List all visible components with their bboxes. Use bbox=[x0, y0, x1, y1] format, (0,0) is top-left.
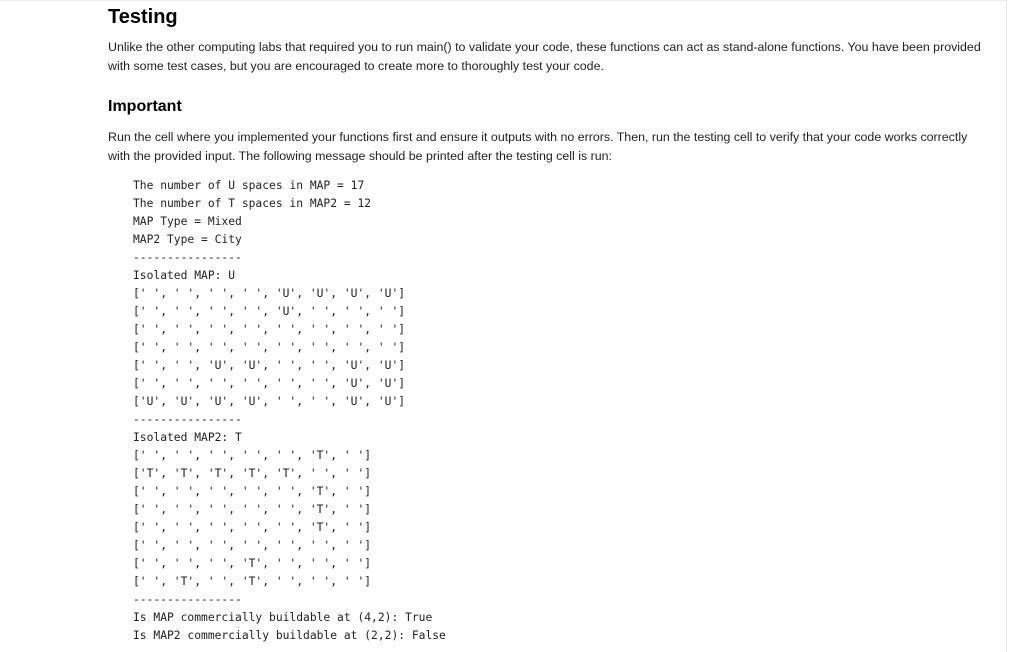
output-line: [' ', ' ', ' ', ' ', 'U', ' ', ' ', ' '] bbox=[133, 305, 406, 318]
top-border bbox=[0, 0, 1007, 1]
output-line: [' ', ' ', ' ', ' ', ' ', ' ', 'U', 'U'] bbox=[133, 377, 406, 390]
output-line: ---------------- bbox=[133, 413, 242, 426]
output-line: [' ', ' ', ' ', ' ', ' ', ' ', ' ', ' '] bbox=[133, 341, 406, 354]
output-line: [' ', ' ', ' ', ' ', ' ', 'T', ' '] bbox=[133, 521, 372, 534]
output-line: The number of T spaces in MAP2 = 12 bbox=[133, 197, 372, 210]
output-line: [' ', ' ', 'U', 'U', ' ', ' ', 'U', 'U'] bbox=[133, 359, 406, 372]
output-line: ['U', 'U', 'U', 'U', ' ', ' ', 'U', 'U'] bbox=[133, 395, 406, 408]
output-line: [' ', ' ', ' ', ' ', ' ', ' ', ' '] bbox=[133, 539, 372, 552]
important-heading: Important bbox=[108, 98, 182, 115]
output-line: MAP2 Type = City bbox=[133, 233, 242, 246]
intro-paragraph: Unlike the other computing labs that required you to run main() to validate your code, these functions can act as stand-alone functions. You have been provided with some test cases, but you are encouraged to create more to thoroughly test your code. bbox=[108, 40, 981, 73]
output-line: Is MAP commercially buildable at (4,2): True bbox=[133, 611, 433, 624]
important-paragraph: Run the cell where you implemented your functions first and ensure it outputs with no errors. Then, run the testing cell to verify that your code works correctly with the provided input. The following message should be printed after the testing cell is run: bbox=[108, 130, 968, 163]
output-line: ---------------- bbox=[133, 251, 242, 264]
output-line: Isolated MAP2: T bbox=[133, 431, 242, 444]
section-heading: Testing bbox=[108, 6, 178, 28]
output-line: [' ', ' ', ' ', ' ', ' ', 'T', ' '] bbox=[133, 449, 372, 462]
output-line: [' ', 'T', ' ', 'T', ' ', ' ', ' '] bbox=[133, 575, 372, 588]
output-line: ---------------- bbox=[133, 593, 242, 606]
expected-output-block bbox=[133, 177, 446, 645]
output-line: MAP Type = Mixed bbox=[133, 215, 242, 228]
scrollbar-track[interactable] bbox=[1006, 0, 1024, 652]
output-line: ['T', 'T', 'T', 'T', 'T', ' ', ' '] bbox=[133, 467, 372, 480]
output-line: Is MAP2 commercially buildable at (2,2): False bbox=[133, 629, 446, 642]
output-line: [' ', ' ', ' ', ' ', 'U', 'U', 'U', 'U'] bbox=[133, 287, 406, 300]
output-line: [' ', ' ', ' ', ' ', ' ', ' ', ' ', ' '] bbox=[133, 323, 406, 336]
output-line: [' ', ' ', ' ', ' ', ' ', 'T', ' '] bbox=[133, 485, 372, 498]
output-line: [' ', ' ', ' ', ' ', ' ', 'T', ' '] bbox=[133, 503, 372, 516]
output-line: Isolated MAP: U bbox=[133, 269, 236, 282]
output-line: The number of U spaces in MAP = 17 bbox=[133, 179, 365, 192]
output-line: [' ', ' ', ' ', 'T', ' ', ' ', ' '] bbox=[133, 557, 372, 570]
